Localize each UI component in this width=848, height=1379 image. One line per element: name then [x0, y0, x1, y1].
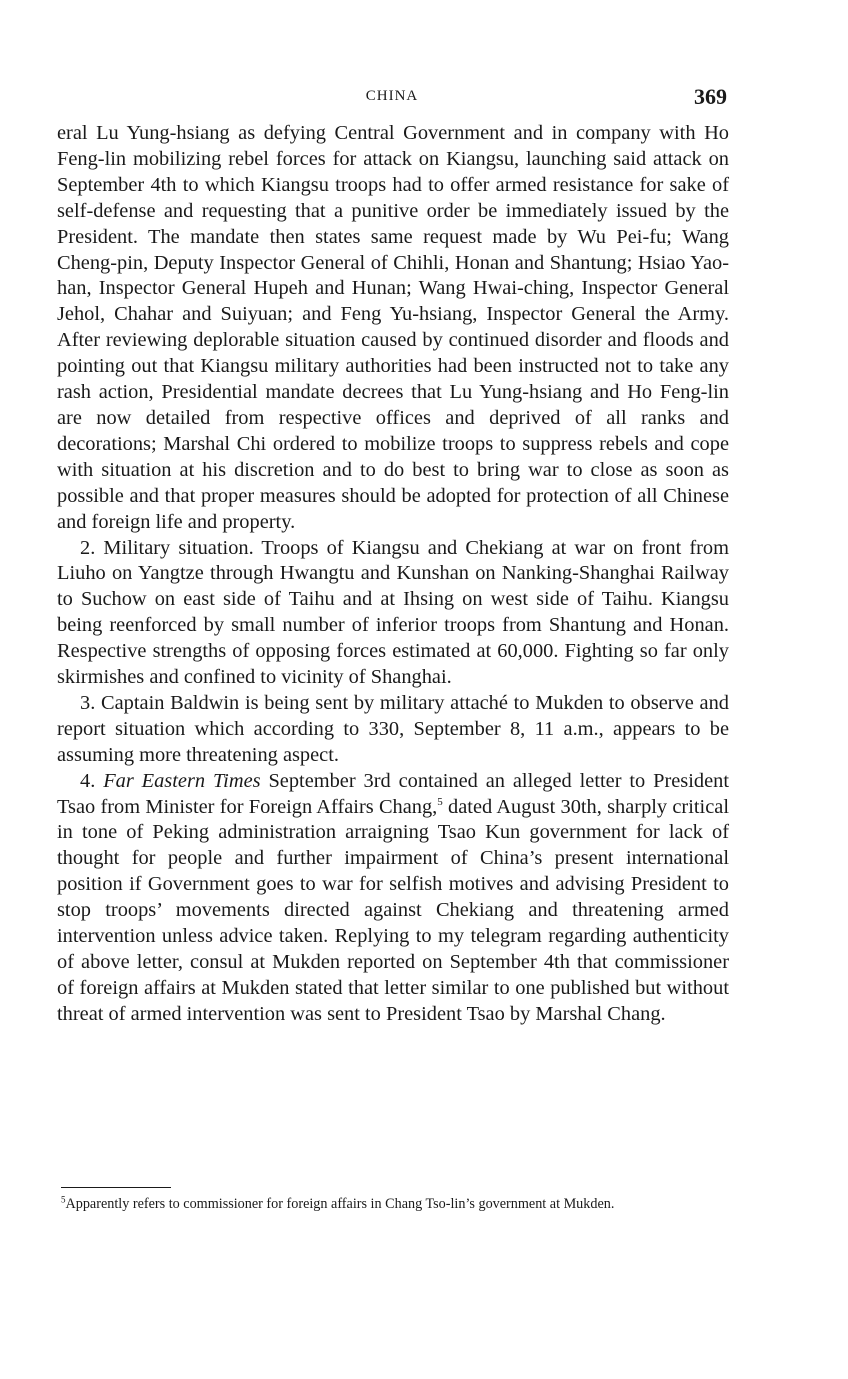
- paragraph-far-eastern-times: [57, 769, 729, 1028]
- running-head: [57, 84, 727, 114]
- footnote-divider: [61, 1187, 171, 1188]
- paragraph-number: 4.: [80, 769, 104, 792]
- paragraph-mandate: eral Lu Yung-hsiang as defying Central Government and in company with Ho Feng-lin mobilizing rebel forces for attack on Kiangsu, launching said attack on September 4th to which Kiangsu troops had to offer armed resistance for sake of self-defense and requesting that a punitive order be immediately issued by the President. The mandate then states same request made by Wu Pei-fu; Wang Cheng-pin, Deputy Inspector General of Chihli, Honan and Shantung; Hsiao Yao-han, Inspector General Hupeh and Hunan; Wang Hwai-ching, Inspector General Jehol, Chahar and Suiyuan; and Feng Yu-hsiang, Inspector General the Army. After reviewing deplorable situation caused by continued disorder and floods and pointing out that Kiangsu military authorities had been instructed not to take any rash action, Presidential mandate decrees that Lu Yung-hsiang and Ho Feng-lin are now detailed from respective offices and deprived of all ranks and decorations; Marshal Chi ordered to mobilize troops to suppress rebels and cope with situation at his discretion and to do best to bring war to close as soon as possible and that proper measures should be adopted for protection of all Chinese and foreign life and property.: [57, 122, 729, 533]
- running-title: CHINA: [365, 88, 419, 104]
- footnote-mark: 5: [61, 1194, 66, 1205]
- footnote-text: Apparently refers to commissioner for foreign affairs in Chang Tso-lin’s government at Mukden.: [65, 1196, 615, 1212]
- paragraph-text-continued: dated August 30th, sharply critical in tone of Peking administration arraigning Tsao Kun government for lack of thought for people and further impairment of China’s present international position if Government goes to war for selfish motives and advising President to stop troops’ movements directed against Chekiang and threatening armed intervention unless advice taken. Replying to my telegram regarding authenticity of above letter, consul at Mukden reported on September 4th that commissioner of foreign affairs at Mukden stated that letter similar to one published but without threat of armed intervention was sent to President Tsao by Marshal Chang.: [57, 795, 729, 1025]
- paragraph-text: September 3rd contained an alleged letter to President Tsao from Minister for Foreign Affairs Chang,: [57, 769, 729, 818]
- paragraph-military-situation: 2. Military situation. Troops of Kiangsu and Chekiang at war on front from Liuho on Yangtze through Hwangtu and Kunshan on Nanking-Shanghai Railway to Suchow on east side of Taihu and at Ihsing on west side of Taihu. Kiangsu being reenforced by small number of inferior troops from Shantung and Honan. Respective strengths of opposing forces estimated at 60,000. Fighting so far only skirmishes and confined to vicinity of Shanghai.: [57, 536, 729, 689]
- footnote: [61, 1195, 733, 1214]
- footnote-reference: 5: [437, 795, 443, 808]
- body-text: [57, 121, 729, 1028]
- page-number: 369: [694, 84, 727, 109]
- paragraph-captain-baldwin: 3. Captain Baldwin is being sent by military attaché to Mukden to observe and report situation which according to 330, September 8, 11 a.m., appears to be assuming more threatening aspect.: [57, 691, 729, 766]
- newspaper-title: Far Eastern Times: [103, 769, 261, 792]
